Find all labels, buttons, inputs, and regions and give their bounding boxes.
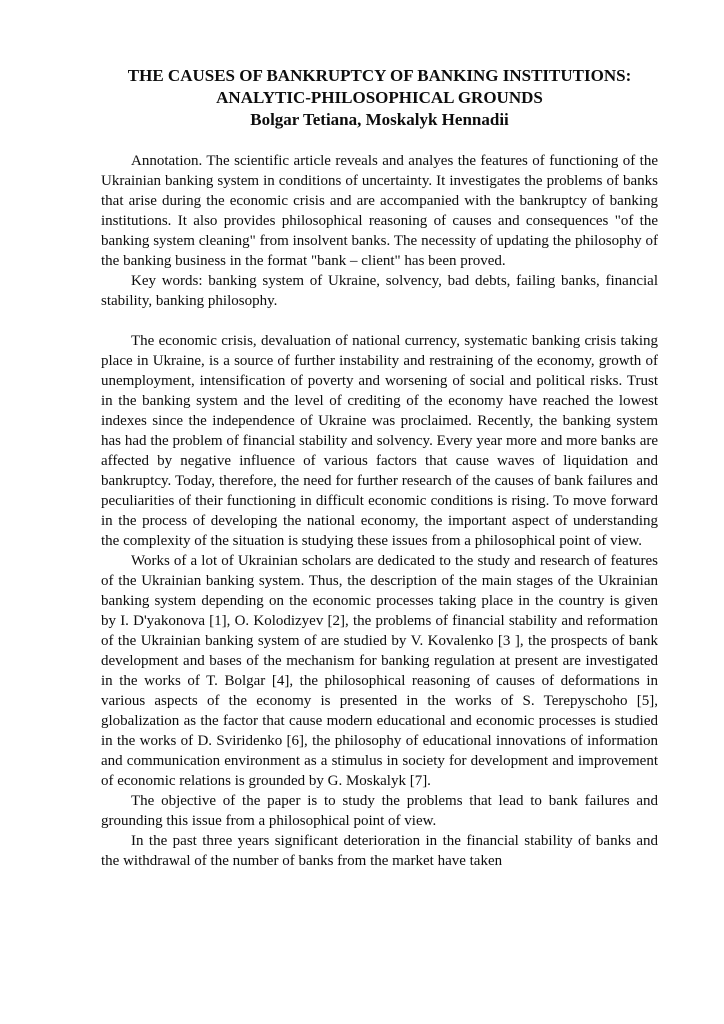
article-title-line-2: ANALYTIC-PHILOSOPHICAL GROUNDS [216,88,543,107]
paragraph-keywords: Key words: banking system of Ukraine, solvency, bad debts, failing banks, financial stability, banking philosophy. [101,273,658,309]
article-authors: Bolgar Tetiana, Moskalyk Hennadii [250,110,509,129]
article-body [101,151,658,871]
article-header [101,65,658,131]
paragraph-introduction: The economic crisis, devaluation of national currency, systematic banking crisis taking place in Ukraine, is a source of further instability and restraining of the economy, growth of unemployment, intensification of poverty and worsening of social and political risks. Trust in the banking system and the level of crediting of the economy have reached the lowest indexes since the independence of Ukraine was proclaimed. Recently, the banking system has had the problem of financial stability and solvency. Every year more and more banks are affected by negative influence of various factors that cause waves of liquidation and bankruptcy. Today, therefore, the need for further research of the causes of bank failures and peculiarities of their functioning in difficult economic conditions is rising. To move forward in the process of developing the national economy, the important aspect of understanding the complexity of the situation is studying these issues from a philosophical point of view. [101,333,658,549]
article-title-line-1: THE CAUSES OF BANKRUPTCY OF BANKING INSTITUTIONS: [127,66,632,85]
paragraph-literature-review: Works of a lot of Ukrainian scholars are dedicated to the study and research of features of the Ukrainian banking system. Thus, the description of the main stages of the Ukrainian banking system depending on the economic processes taking place in the country is given by I. D'yakonova [1], O. Kolodizyev [2], the problems of financial stability and reformation of the Ukrainian banking system of are studied by V. Kovalenko [3 ], the prospects of bank development and bases of the mechanism for banking regulation at present are investigated in the works of T. Bolgar [4], the philosophical reasoning of causes of deformations in various aspects of the economy is presented in the works of S. Terepyschoho [5], globalization as the factor that cause modern educational and economic processes is studied in the works of D. Sviridenko [6], the philosophy of educational innovations of information and communication environment as a stimulus in society for development and improvement of economic relations is grounded by G. Moskalyk [7]. [101,553,658,789]
paragraph-objective: The objective of the paper is to study the problems that lead to bank failures and grounding this issue from a philosophical point of view. [101,793,658,829]
paragraph-annotation: Annotation. The scientific article reveals and analyes the features of functioning of the Ukrainian banking system in conditions of uncertainty. It investigates the problems of banks that arise during the economic crisis and are accompanied with the bankruptcy of banking institutions. It also provides philosophical reasoning of causes and consequences "of the banking system cleaning" from insolvent banks. The necessity of updating the philosophy of the banking business in the format "bank – client" has been proved. [101,153,658,269]
paragraph-context: In the past three years significant deterioration in the financial stability of banks and the withdrawal of the number of banks from the market have taken [101,833,658,869]
